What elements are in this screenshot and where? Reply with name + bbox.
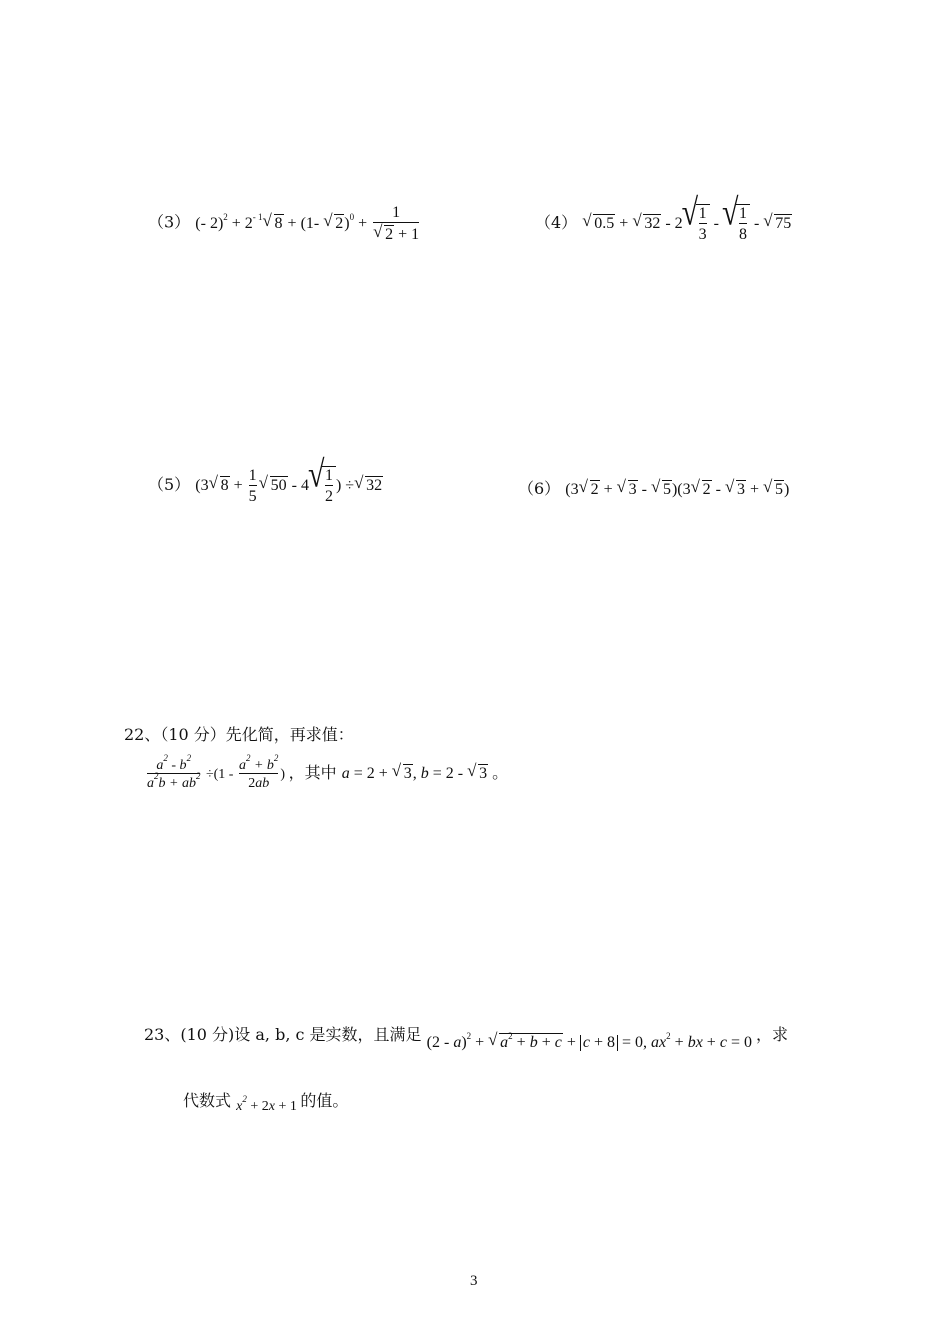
problem-3-label: （3） <box>148 212 191 232</box>
q22-where-text: ，其中 <box>288 763 337 783</box>
problem-4-expression: √ 0.5 + √ 32 - 2 √ $\frac{1}{3}$ - √ $\frac{1}{8}$ - √ 75 <box>582 215 792 232</box>
problem-5-label: （5） <box>148 474 191 494</box>
q23-line2 <box>183 1088 349 1114</box>
problem-5-expression: (3√ 8 + $\frac{1}{5}$ √ 50 - 4 √ $\frac{1}{2}$ ) ÷√ 32 <box>195 477 383 494</box>
q23-tail: ，求 <box>755 1025 788 1044</box>
problem-4 <box>535 204 792 243</box>
problem-6-label: （6） <box>518 479 561 498</box>
problem-6-expression: (3√ 2 + √ 3 - √ 5)(3√ 2 - √ 3 + √ 5) <box>565 481 789 498</box>
problem-3-expression: (- $2)^2 + 2^{- 1}√$ 8 + (1- √ 2)$^0$ + 1 √ 2 + 1 <box>195 215 421 232</box>
problem-4-label: （4） <box>535 212 578 232</box>
page-number: 3 <box>470 1273 478 1289</box>
q23-polynomial: $x^2 + 2x + 1$ <box>236 1094 297 1114</box>
q22-heading: 22、（10 分）先化简，再求值： <box>124 725 354 744</box>
problem-6 <box>518 476 789 499</box>
q23-intro: 23、(10 分)设 a, b, c 是实数，且满足 <box>144 1025 422 1044</box>
q23-line1 <box>144 1022 788 1051</box>
problem-3 <box>148 204 421 244</box>
q22-end-punct: 。 <box>492 763 509 783</box>
q23-line2-suffix: 的值。 <box>300 1091 349 1110</box>
problem-5 <box>148 466 383 505</box>
q23-line2-prefix: 代数式 <box>183 1091 232 1110</box>
q23-condition: (2 - a)$^2$ + √ $a^2 + b + c + c + 8 = 0$, $ax^2$ + bx + c = 0 <box>427 1034 756 1051</box>
q22-expression <box>145 753 509 792</box>
q22-fraction-expr: $\frac{a^2 - b^2}{a^2b + ab^2}$ ÷(1 - $\frac{a^2 + b^2}{2ab}$ ) <box>147 753 289 792</box>
q22-condition: a = 2 + √ 3, b = 2 - √ 3 <box>342 765 492 782</box>
